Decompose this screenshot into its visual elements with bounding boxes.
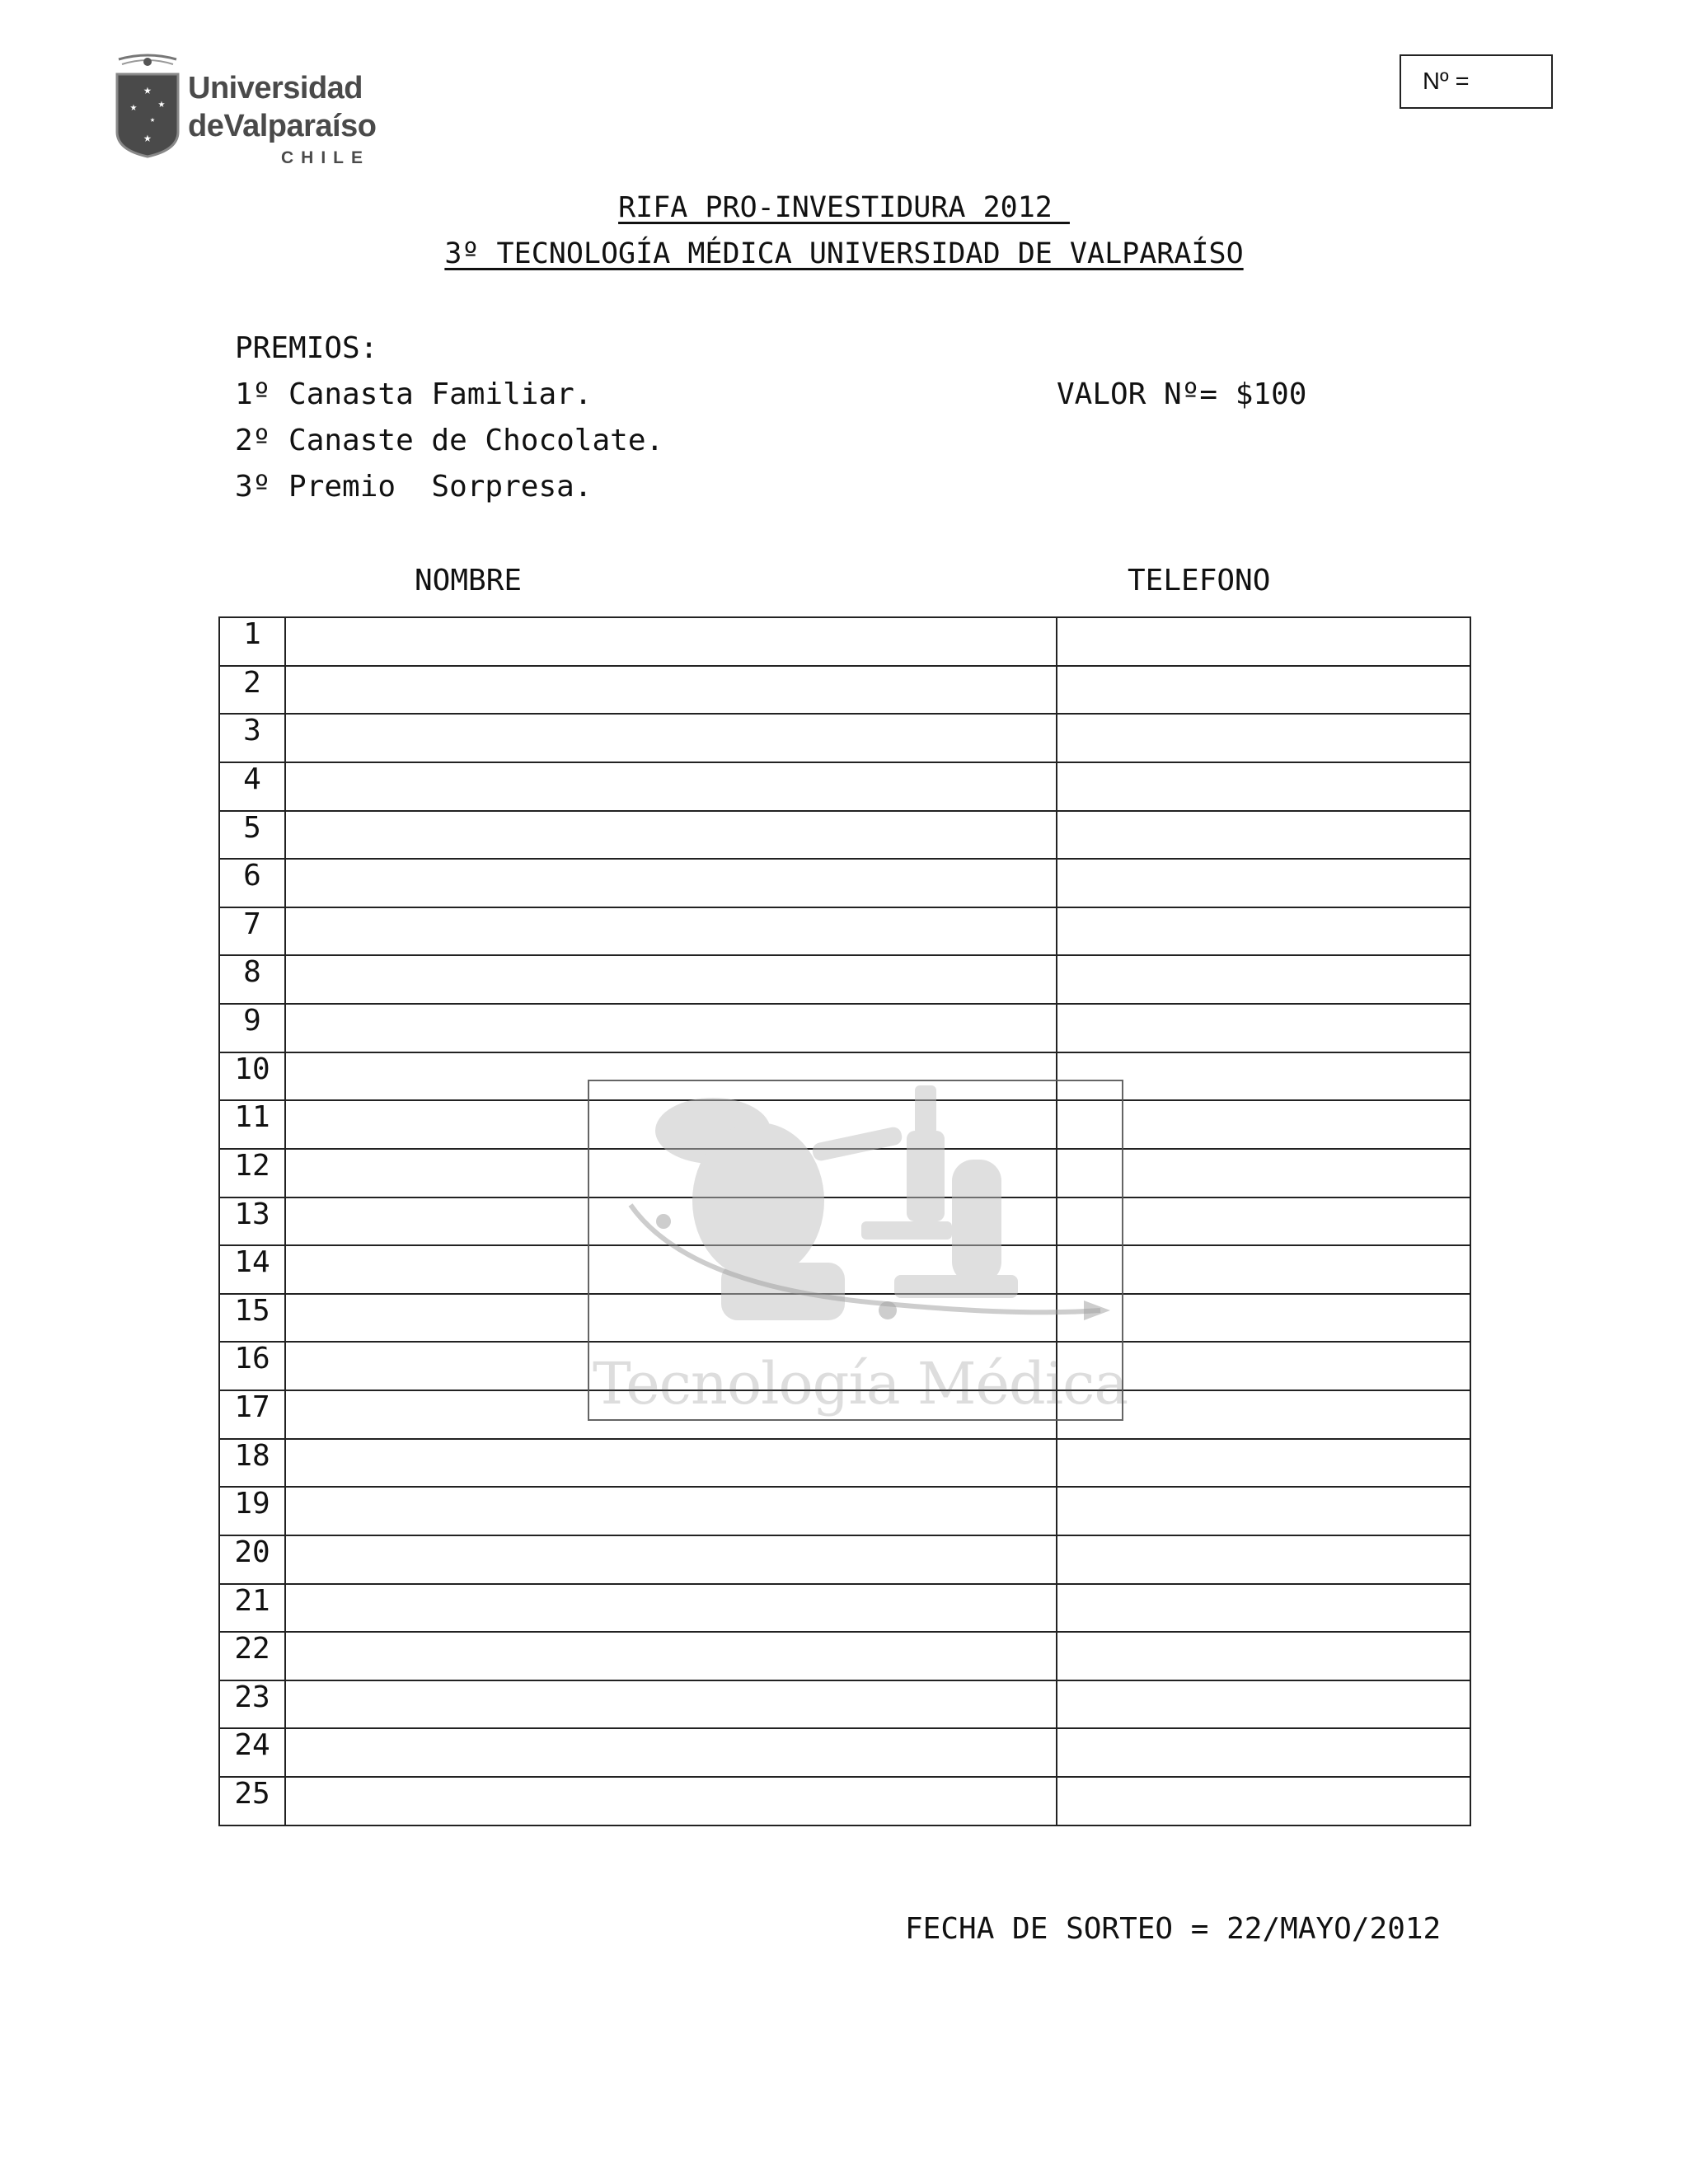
table-row	[220, 1681, 1470, 1730]
tecnologia-medica-watermark	[588, 1080, 1128, 1421]
table-row	[220, 667, 1470, 715]
phone-cell[interactable]	[1057, 1729, 1470, 1776]
row-number: 24	[220, 1729, 286, 1776]
table-row	[220, 618, 1470, 667]
name-cell[interactable]	[286, 1488, 1057, 1535]
name-cell[interactable]	[286, 1585, 1057, 1632]
table-row	[220, 1440, 1470, 1488]
phone-cell[interactable]	[1057, 860, 1470, 907]
shield-logo-icon	[114, 53, 181, 160]
name-cell[interactable]	[286, 1681, 1057, 1728]
row-number: 6	[220, 860, 286, 907]
row-number: 8	[220, 956, 286, 1003]
svg-text:★: ★	[143, 129, 152, 145]
name-cell[interactable]	[286, 956, 1057, 1003]
table-row	[220, 1729, 1470, 1778]
phone-cell[interactable]	[1057, 715, 1470, 762]
row-number: 17	[220, 1391, 286, 1438]
page-subtitle: 3º TECNOLOGÍA MÉDICA UNIVERSIDAD DE VALPARAÍSO	[444, 237, 1244, 270]
row-number: 5	[220, 812, 286, 859]
phone-cell[interactable]	[1057, 812, 1470, 859]
phone-cell[interactable]	[1057, 908, 1470, 955]
name-cell[interactable]	[286, 1440, 1057, 1487]
table-row	[220, 1633, 1470, 1681]
name-cell[interactable]	[286, 618, 1057, 665]
phone-cell[interactable]	[1057, 1585, 1470, 1632]
name-cell[interactable]	[286, 1005, 1057, 1052]
phone-cell[interactable]	[1057, 763, 1470, 810]
name-cell[interactable]	[286, 715, 1057, 762]
university-logo	[114, 53, 377, 176]
column-header-phone: TELEFONO	[1128, 564, 1271, 598]
prize-1: 1º Canasta Familiar.	[235, 377, 593, 411]
ticket-price: VALOR Nº= $100	[1057, 377, 1307, 411]
table-row	[220, 1005, 1470, 1053]
logo-line-2: deValparaíso	[188, 109, 377, 143]
draw-date: FECHA DE SORTEO = 22/MAYO/2012	[905, 1912, 1442, 1946]
row-number: 4	[220, 763, 286, 810]
table-row	[220, 812, 1470, 860]
row-number: 12	[220, 1150, 286, 1197]
phone-cell[interactable]	[1057, 618, 1470, 665]
row-number: 15	[220, 1295, 286, 1342]
phone-cell[interactable]	[1057, 1633, 1470, 1680]
name-cell[interactable]	[286, 812, 1057, 859]
phone-cell[interactable]	[1057, 667, 1470, 714]
row-number: 2	[220, 667, 286, 714]
table-row	[220, 860, 1470, 908]
row-number: 13	[220, 1198, 286, 1245]
name-cell[interactable]	[286, 1778, 1057, 1826]
table-row	[220, 715, 1470, 763]
prize-3: 3º Premio Sorpresa.	[235, 470, 593, 504]
row-number: 1	[220, 618, 286, 665]
row-number: 19	[220, 1488, 286, 1535]
phone-cell[interactable]	[1057, 1536, 1470, 1583]
row-number: 3	[220, 715, 286, 762]
row-number: 22	[220, 1633, 286, 1680]
name-cell[interactable]	[286, 667, 1057, 714]
svg-text:★: ★	[143, 82, 152, 97]
row-number: 18	[220, 1440, 286, 1487]
row-number: 21	[220, 1585, 286, 1632]
name-cell[interactable]	[286, 908, 1057, 955]
logo-country: CHILE	[281, 148, 370, 167]
table-row	[220, 1488, 1470, 1536]
phone-cell[interactable]	[1057, 1005, 1470, 1052]
svg-text:★: ★	[149, 115, 156, 124]
table-row	[220, 1585, 1470, 1633]
table-row	[220, 908, 1470, 957]
row-number: 9	[220, 1005, 286, 1052]
row-number: 7	[220, 908, 286, 955]
phone-cell[interactable]	[1057, 1681, 1470, 1728]
logo-line-1: Universidad	[188, 71, 363, 105]
row-number: 10	[220, 1053, 286, 1100]
table-row	[220, 1778, 1470, 1826]
ticket-number-box[interactable]: Nº =	[1400, 54, 1553, 109]
svg-text:★: ★	[157, 97, 166, 110]
phone-cell[interactable]	[1057, 956, 1470, 1003]
prize-2: 2º Canaste de Chocolate.	[235, 424, 664, 457]
phone-cell[interactable]	[1057, 1440, 1470, 1487]
table-row	[220, 1536, 1470, 1585]
table-row	[220, 763, 1470, 812]
phone-cell[interactable]	[1057, 1778, 1470, 1826]
column-header-name: NOMBRE	[415, 564, 523, 598]
prizes-heading: PREMIOS:	[235, 331, 378, 365]
watermark-text: Tecnología Médica	[593, 1350, 1128, 1418]
row-number: 20	[220, 1536, 286, 1583]
name-cell[interactable]	[286, 860, 1057, 907]
row-number: 11	[220, 1101, 286, 1148]
name-cell[interactable]	[286, 1729, 1057, 1776]
name-cell[interactable]	[286, 1536, 1057, 1583]
name-cell[interactable]	[286, 1633, 1057, 1680]
phone-cell[interactable]	[1057, 1488, 1470, 1535]
row-number: 16	[220, 1343, 286, 1390]
row-number: 25	[220, 1778, 286, 1826]
table-row	[220, 956, 1470, 1005]
page-title: RIFA PRO-INVESTIDURA 2012	[618, 191, 1070, 224]
row-number: 14	[220, 1246, 286, 1293]
name-cell[interactable]	[286, 763, 1057, 810]
svg-text:★: ★	[129, 101, 138, 114]
row-number: 23	[220, 1681, 286, 1728]
